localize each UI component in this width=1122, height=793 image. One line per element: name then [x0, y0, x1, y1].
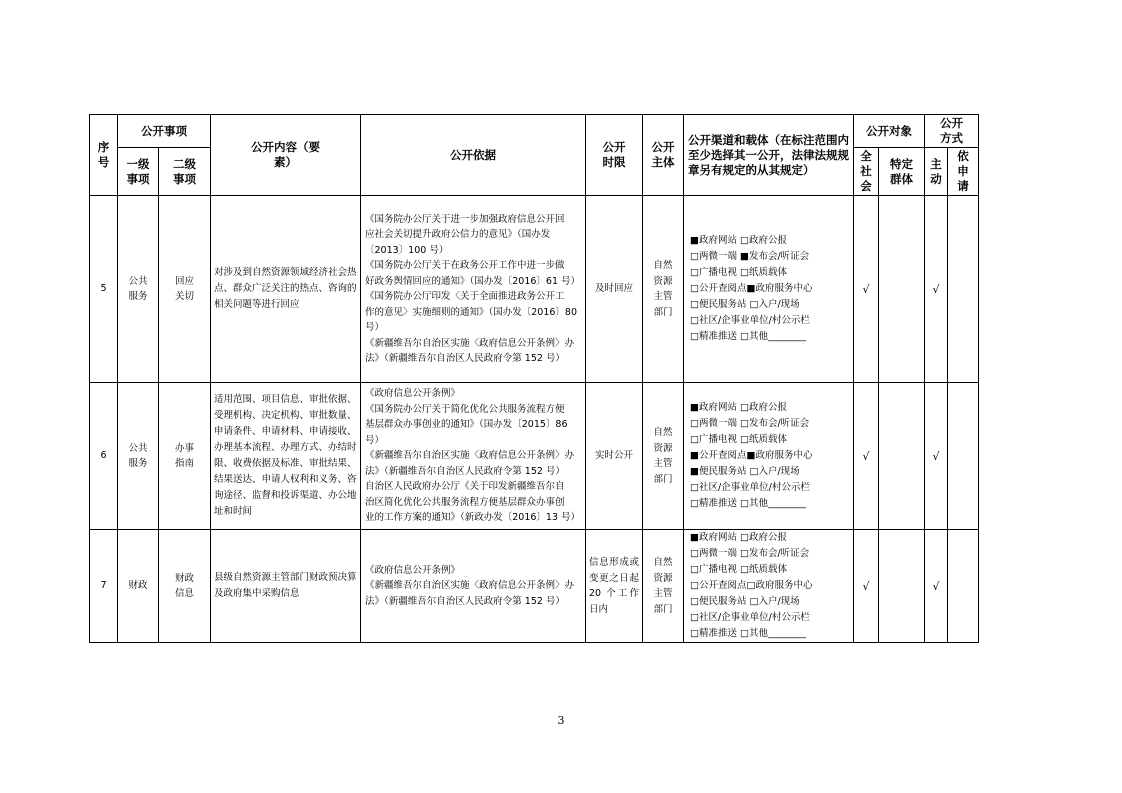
- channel-line: □广播电视 □纸质载体: [690, 434, 787, 445]
- channel-line: □两微一端 ■发布会/听证会: [690, 251, 810, 262]
- header-seq: 序号: [90, 115, 118, 196]
- row-seq: 7: [90, 530, 118, 643]
- row-subject: 自然资源主管部门: [643, 196, 684, 383]
- row-specific-group-check: [879, 530, 925, 643]
- row-content: 适用范围、项目信息、审批依据、受理机构、决定机构、审批数量、申请条件、申请材料、申请接收、办理基本流程、办理方式、办结时限、收费依据及标准、审批结果、结果送达、申请人权利和义务、咨询途径、监督和投诉渠道、办公地址和时间: [211, 383, 361, 530]
- header-target: 公开对象: [854, 115, 925, 148]
- row-time-limit: 实时公开: [586, 383, 643, 530]
- row-basis: [361, 383, 586, 530]
- row-subject: 自然资源主管部门: [643, 530, 684, 643]
- row-active-check: √: [925, 383, 948, 530]
- row-channel: [684, 383, 854, 530]
- header-on-request: 依申请: [948, 148, 979, 196]
- header-subject: 公开主体: [643, 115, 684, 196]
- row-active-check: √: [925, 530, 948, 643]
- row-seq: 5: [90, 196, 118, 383]
- table-row: [90, 530, 979, 643]
- basis-line: 号）: [365, 434, 385, 446]
- table-row: [90, 383, 979, 530]
- channel-line: □广播电视 □纸质载体: [690, 267, 787, 278]
- header-basis: 公开依据: [361, 115, 586, 196]
- channel-line: □公开查阅点□政府服务中心: [690, 580, 813, 591]
- basis-line: 《新疆维吾尔自治区实施〈政府信息公开条例〉办: [365, 337, 575, 349]
- row-level1: 公共服务: [118, 383, 159, 530]
- header-whole-society: 全社会: [854, 148, 879, 196]
- row-channel: [684, 530, 854, 643]
- channel-line: □两微一端 □发布会/听证会: [690, 418, 810, 429]
- basis-line: 《新疆维吾尔自治区实施〈政府信息公开条例〉办: [365, 450, 575, 462]
- disclosure-table: [89, 114, 979, 643]
- row-content: 县级自然资源主管部门财政预决算及政府集中采购信息: [211, 530, 361, 643]
- row-channel: [684, 196, 854, 383]
- header-active: 主动: [925, 148, 948, 196]
- basis-line: 《国务院办公厅关于在政务公开工作中进一步做: [365, 260, 565, 271]
- basis-line: 《国务院办公厅关于进一步加强政府信息公开回: [365, 213, 565, 225]
- header-channel: 公开渠道和载体（在标注范围内至少选择其一公开，法律法规规章另有规定的从其规定）: [684, 115, 854, 196]
- row-whole-society-check: √: [854, 196, 879, 383]
- channel-line: ■政府网站 □政府公报: [690, 402, 787, 413]
- row-time-limit: 信息形成或变更之日起 20 个工作日内: [586, 530, 643, 643]
- channel-line: □广播电视 □纸质载体: [690, 564, 787, 575]
- basis-line: 《国务院办公厅关于简化优化公共服务流程方便: [365, 403, 565, 415]
- table-row: [90, 196, 979, 383]
- row-specific-group-check: [879, 196, 925, 383]
- channel-line: □两微一端 □发布会/听证会: [690, 548, 810, 559]
- header-method: 公开方式: [925, 115, 979, 148]
- channel-line: □精准推送 □其他________: [690, 498, 806, 509]
- channel-line: □社区/企事业单位/村公示栏: [690, 315, 810, 326]
- channel-line: □社区/企事业单位/村公示栏: [690, 612, 810, 623]
- channel-line: ■政府网站 □政府公报: [690, 235, 787, 246]
- channel-line: ■公开查阅点■政府服务中心: [690, 450, 813, 461]
- row-on-request-check: [948, 196, 979, 383]
- header-level1: 一级事项: [118, 148, 159, 196]
- channel-line: ■便民服务站 □入户/现场: [690, 466, 800, 477]
- basis-line: 治区简化优化公共服务流程方便基层群众办事创: [365, 496, 565, 508]
- row-basis: [361, 530, 586, 643]
- page-number: 3: [557, 714, 565, 727]
- channel-line: □公开查阅点■政府服务中心: [690, 283, 813, 294]
- header-time-limit: 公开时限: [586, 115, 643, 196]
- row-level2: 回应关切: [159, 196, 211, 383]
- row-basis: [361, 196, 586, 383]
- header-level2: 二级事项: [159, 148, 211, 196]
- row-specific-group-check: [879, 383, 925, 530]
- row-on-request-check: [948, 530, 979, 643]
- basis-line: 〔2013〕100 号）: [365, 244, 449, 256]
- channel-line: □便民服务站 □入户/现场: [690, 299, 800, 310]
- row-level1: 财政: [118, 530, 159, 643]
- row-on-request-check: [948, 383, 979, 530]
- basis-line: 作的意见〉实施细则的通知》（国办发〔2016〕80: [365, 306, 578, 318]
- basis-line: 号）: [365, 322, 385, 333]
- row-time-limit: 及时回应: [586, 196, 643, 383]
- basis-line: 《国务院办公厅印发〈关于全面推进政务公开工: [365, 291, 565, 302]
- channel-line: □精准推送 □其他________: [690, 331, 806, 342]
- row-whole-society-check: √: [854, 530, 879, 643]
- channel-line: □精准推送 □其他________: [690, 628, 806, 639]
- basis-line: 好政务舆情回应的通知》（国办发〔2016〕61 号）: [365, 275, 581, 287]
- channel-line: □社区/企事业单位/村公示栏: [690, 482, 810, 493]
- basis-line: 业的工作方案的通知》（新政办发〔2016〕13 号）: [365, 512, 581, 524]
- channel-line: ■政府网站 □政府公报: [690, 532, 787, 543]
- basis-line: 法》（新疆维吾尔自治区人民政府令第 152 号）: [365, 595, 565, 607]
- row-subject: 自然资源主管部门: [643, 383, 684, 530]
- row-level2: 办事指南: [159, 383, 211, 530]
- basis-line: 法》（新疆维吾尔自治区人民政府令第 152 号）: [365, 353, 565, 364]
- row-content: 对涉及到自然资源领域经济社会热点、群众广泛关注的热点、咨询的相关问题等进行回应: [211, 196, 361, 383]
- row-seq: 6: [90, 383, 118, 530]
- header-matter: 公开事项: [118, 115, 211, 148]
- row-level2: 财政信息: [159, 530, 211, 643]
- basis-line: 《新疆维吾尔自治区实施〈政府信息公开条例〉办: [365, 580, 575, 592]
- basis-line: 《政府信息公开条例》: [365, 564, 461, 576]
- row-active-check: √: [925, 196, 948, 383]
- channel-line: □便民服务站 □入户/现场: [690, 596, 800, 607]
- basis-line: 基层群众办事创业的通知》（国办发〔2015〕86: [365, 419, 568, 431]
- basis-line: 自治区人民政府办公厅《关于印发新疆维吾尔自: [365, 481, 565, 493]
- header-content: 公开内容（要素）: [211, 115, 361, 196]
- header-specific-group: 特定群体: [879, 148, 925, 196]
- row-level1: 公共服务: [118, 196, 159, 383]
- row-whole-society-check: √: [854, 383, 879, 530]
- basis-line: 应社会关切提升政府公信力的意见》（国办发: [365, 229, 551, 240]
- basis-line: 法》（新疆维吾尔自治区人民政府令第 152 号）: [365, 465, 565, 477]
- basis-line: 《政府信息公开条例》: [365, 388, 461, 400]
